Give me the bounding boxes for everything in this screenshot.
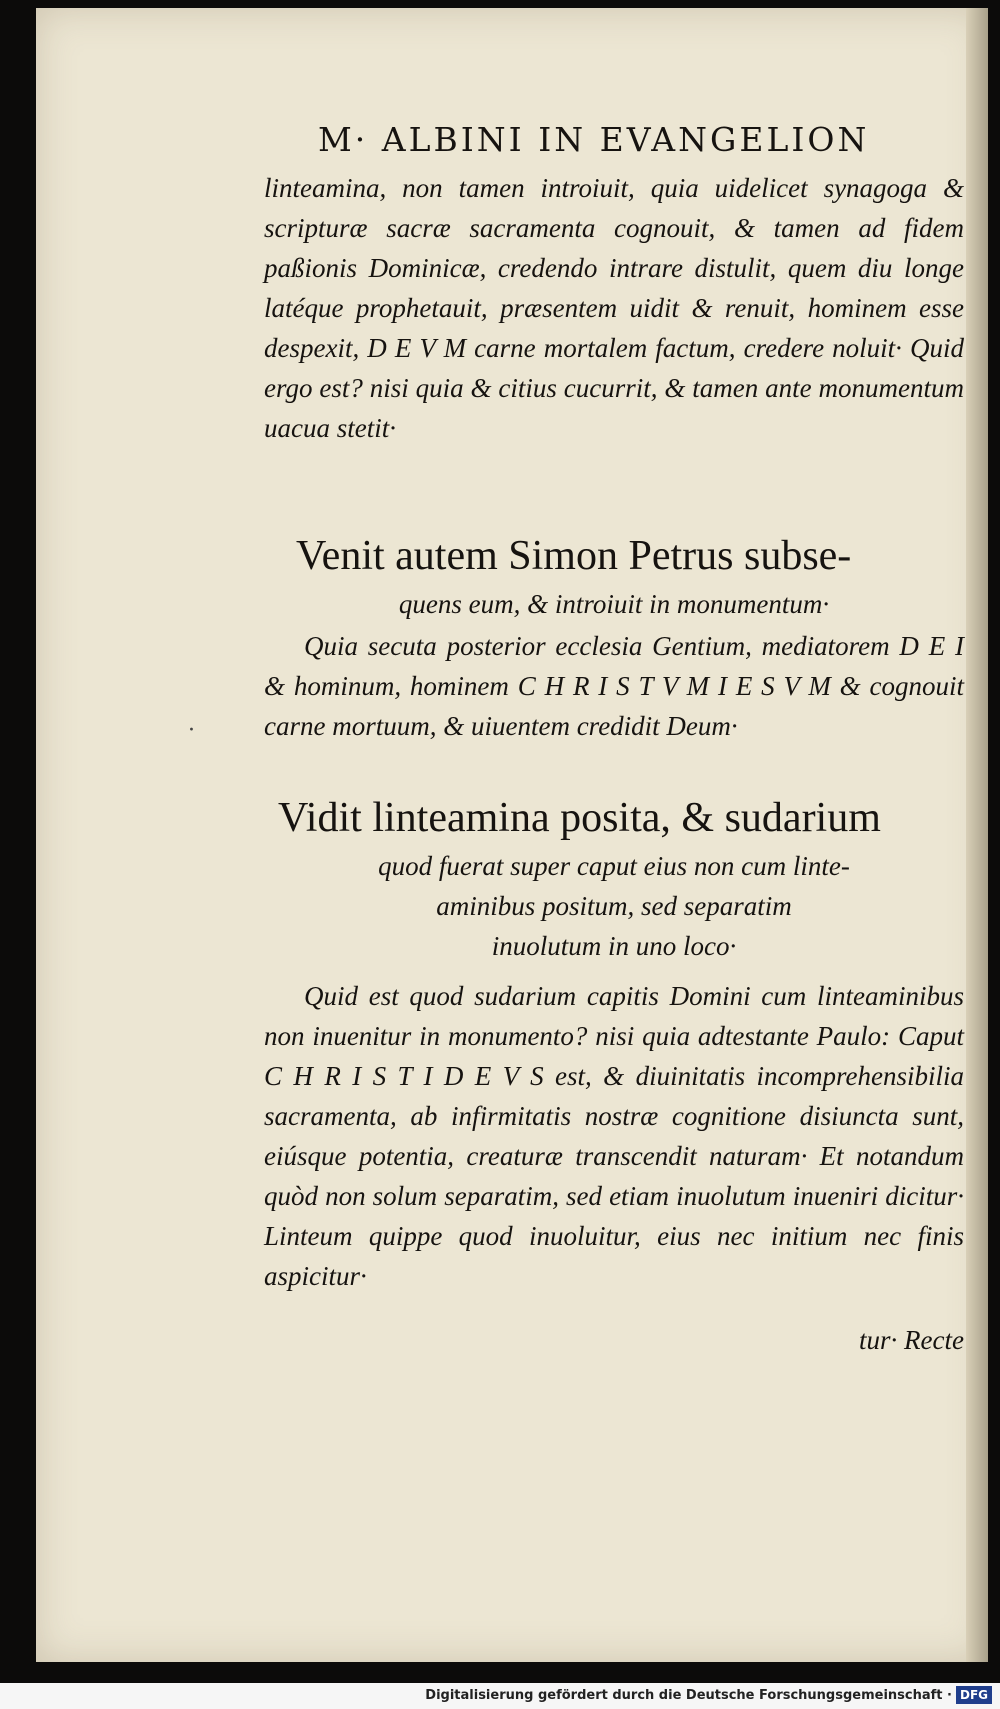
commentary-paragraph-1 (264, 168, 964, 448)
page-edge (966, 8, 988, 1662)
lemma-2-line-3: aminibus positum, sed separatim (436, 891, 792, 921)
lemma-2-line-1: Vidit linteamina posita, & sudarium (278, 795, 881, 841)
lemma-2-line-4: inuolutum in uno loco· (491, 931, 737, 961)
commentary-paragraph-3 (264, 976, 964, 1296)
commentary-text-1: linteamina, non tamen introiuit, quia uidelicet synagoga & scripturæ sacræ sacramenta cognouit, & tamen ad fidem paßionis Dominicæ, credendo intrare distulit, quem diu longe latéque prophetauit, præsentem uidit & renuit, hominem esse despexit, D E V M carne mortalem factum, credere noluit· Quid ergo est? nisi quia & citius cucurrit, & tamen ante monumentum uacua stetit· (264, 173, 964, 443)
commentary-paragraph-2 (264, 626, 964, 746)
commentary-text-3: Quid est quod sudarium capitis Domini cum linteaminibus non inuenitur in monumento? nisi quia adtestante Paulo: Caput C H R I S T I D E V S est, & diuinitatis incomprehensibilia sacramenta, ab infirmitatis nostræ cognitione disiuncta sunt, eiúsque potentia, creaturæ transcendit naturam· Et notandum quòd non solum separatim, sed etiam inuolutum inueniri dicitur· Linteum quippe quod inuoluitur, eius nec initium nec finis aspicitur· (264, 981, 964, 1291)
running-title: M· ALBINI IN EVANGELION (318, 120, 870, 159)
catchword-line (264, 1320, 964, 1360)
lemma-1-line-1: Venit autem Simon Petrus subse- (296, 533, 852, 579)
book-page (36, 8, 988, 1662)
footer-text: Digitalisierung gefördert durch die Deutsche Forschungsgemeinschaft · (425, 1688, 952, 1703)
dfg-logo: DFG (956, 1686, 992, 1704)
commentary-text-2: Quia secuta posterior ecclesia Gentium, mediatorem D E I & hominum, hominem C H R I S T V M I E S V M & cognouit carne mortuum, & uiuentem credidit Deum· (264, 631, 964, 741)
catchword: tur· Recte (859, 1325, 964, 1355)
lemma-2-line-2: quod fuerat super caput eius non cum linte- (378, 851, 850, 881)
digitization-footer (0, 1683, 1000, 1709)
lemma-1-line-2: quens eum, & introiuit in monumentum· (398, 589, 830, 619)
margin-mark: · (188, 718, 195, 743)
